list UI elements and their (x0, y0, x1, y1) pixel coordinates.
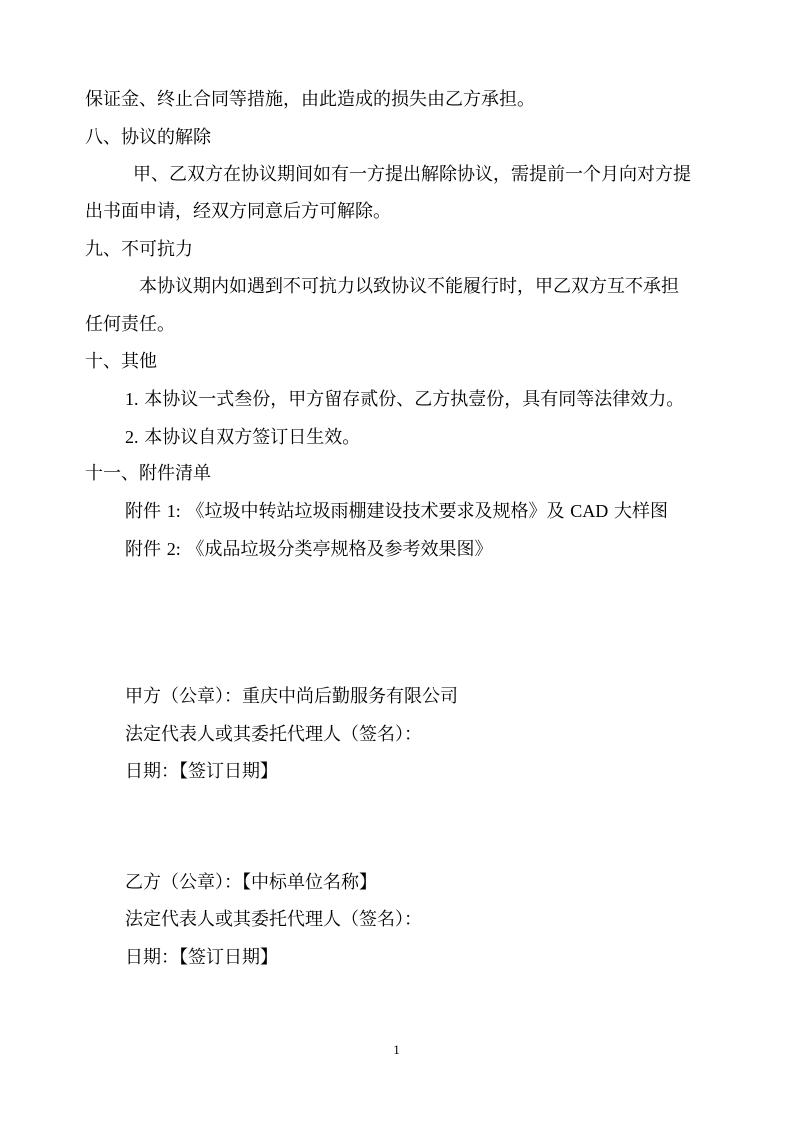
party-a-seal-line: 甲方（公章）：重庆中尚后勤服务有限公司 (125, 686, 458, 707)
attachment-1 (125, 499, 668, 524)
section-8-paragraph-line-1: 甲、乙双方在协议期间如有一方提出解除协议，需提前一个月向对方提 (133, 164, 691, 185)
attachment-label: 附件 (125, 501, 161, 522)
section-8-paragraph-line-2: 出书面申请，经双方同意后方可解除。 (85, 201, 391, 222)
party-a-representative-line: 法定代表人或其委托代理人（签名）： (125, 724, 422, 745)
section-10-item-1 (125, 387, 684, 412)
party-b-date-line: 日期：【签订日期】 (125, 947, 278, 968)
page-number: 1 (393, 1042, 400, 1057)
list-item-number: 2. (125, 427, 139, 447)
section-8-heading: 八、协议的解除 (85, 127, 211, 148)
list-item-text: 本协议自双方签订日生效。 (144, 427, 361, 448)
list-item-text: 本协议一式叁份，甲方留存贰份、乙方执壹份，具有同等法律效力。 (144, 389, 685, 410)
section-9-paragraph-line-2: 任何责任。 (85, 314, 175, 335)
section-10-heading: 十、其他 (85, 351, 157, 372)
attachment-number: 1: (166, 501, 181, 521)
party-a-date-line: 日期：【签订日期】 (125, 761, 278, 782)
continuation-paragraph: 保证金、终止合同等措施，由此造成的损失由乙方承担。 (85, 89, 535, 110)
attachment-title: 《垃圾中转站垃圾雨棚建设技术要求及规格》及 (186, 501, 565, 522)
party-b-seal-line: 乙方（公章）：【中标单位名称】 (125, 872, 377, 893)
party-b-representative-line: 法定代表人或其委托代理人（签名）： (125, 909, 422, 930)
attachment-tail: 大样图 (613, 501, 668, 522)
attachment-label: 附件 (125, 539, 161, 560)
attachment-suffix: CAD (570, 501, 609, 521)
attachment-title: 《成品垃圾分类亭规格及参考效果图》 (186, 539, 493, 560)
list-item-number: 1. (125, 389, 139, 409)
section-11-heading: 十一、附件清单 (85, 463, 211, 484)
section-9-heading: 九、不可抗力 (85, 239, 193, 260)
section-9-paragraph-line-1: 本协议期内如遇到不可抗力以致协议不能履行时，甲乙双方互不承担 (139, 276, 679, 297)
section-10-item-2 (125, 425, 360, 450)
attachment-number: 2: (166, 539, 181, 559)
attachment-2 (125, 537, 492, 562)
